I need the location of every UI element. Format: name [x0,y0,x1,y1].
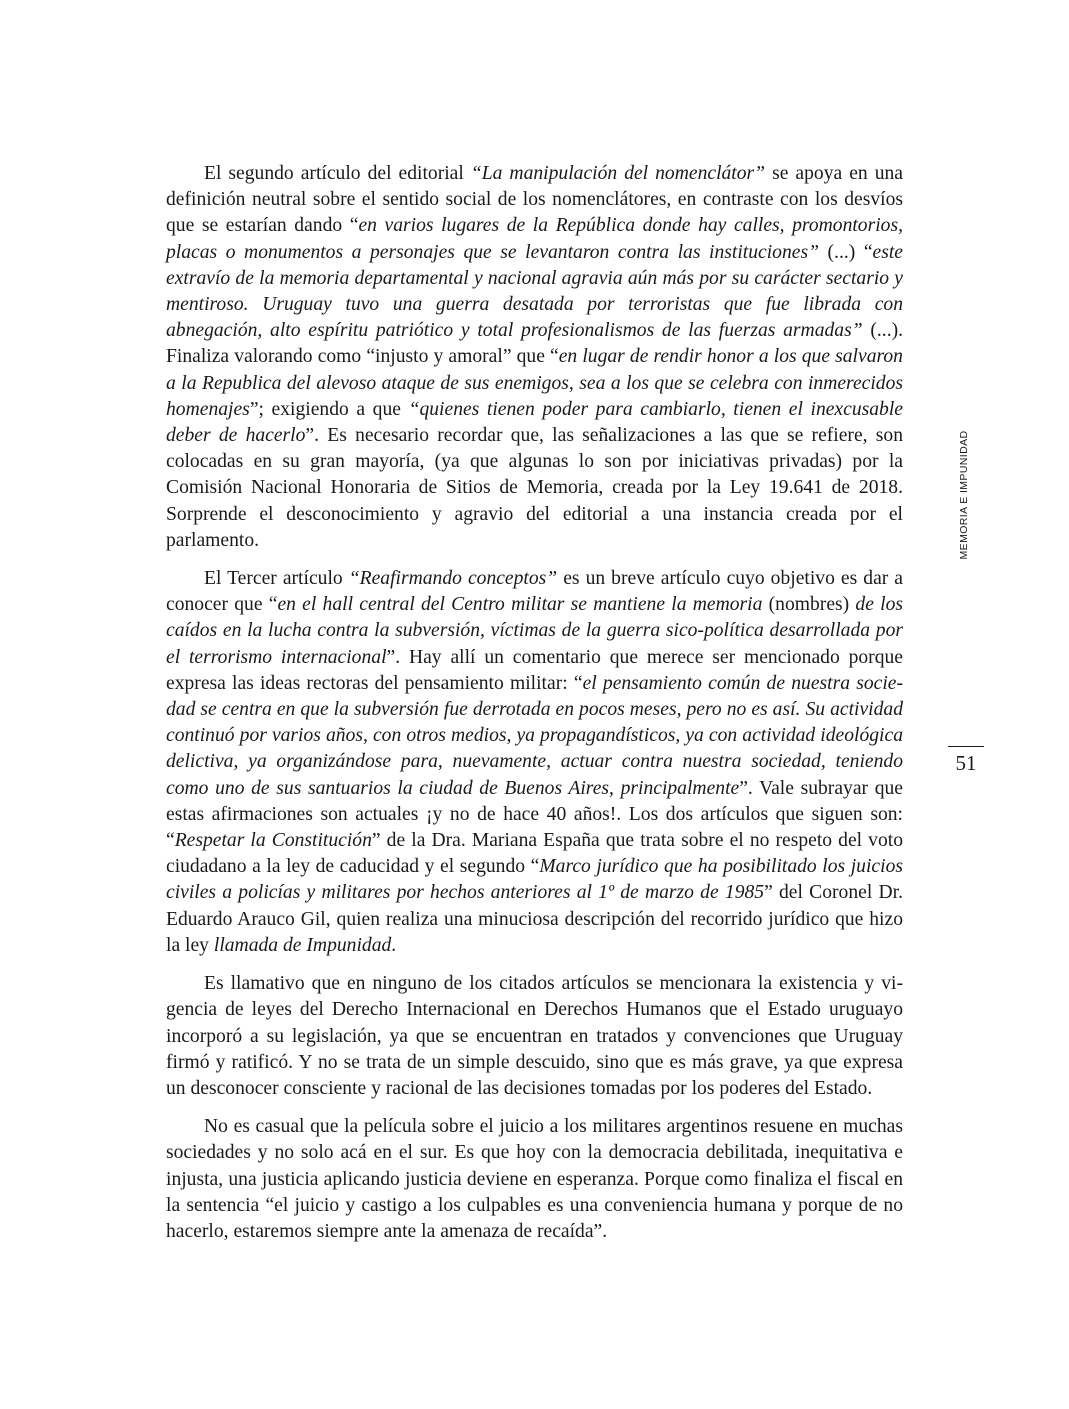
text-run: (...). Finaliza valorando como “injusto y amoral” que “ [166,320,904,368]
text-run: (nombres) [762,594,856,616]
text-run: ”. Hay allí un comentario que merece ser mencionado porque expresa las ideas rectoras del pensamiento militar: “ [166,646,903,694]
paragraph [166,1114,903,1245]
text-run: . [391,934,397,956]
italic-quote-run: este extravío de la memoria departamental y nacional agravia aún más por su carácter sectario y mentiroso. Uruguay tuvo una guerra desatada por terroristas que fue librada con abnegación, alto espíritu patriótico y total profesionalismos de las fuerzas armadas” [166,241,903,342]
paragraph [166,566,903,959]
italic-quote-run: de los caídos en la lucha contra la subversión, víctimas de la guerra sico-política desarrollada por el terrorismo internacional [166,594,903,668]
italic-quote-run: “quienes tienen poder para cambiarlo, tienen el inexcusable deber de hacerlo [166,398,903,447]
italic-quote-run: “Reafirmando conceptos” [348,568,558,590]
italic-quote-run: el pensamiento común de nuestra sociedad se centra en que la subversión fue derrotada en pocos meses, pero no es así. Su actividad continuó por varios años, con otros medios, ya propagandísticos, ya con actividad ideológica delictiva, ya organizándose para, nuevamente, actuar contra nuestra sociedad, teniendo como uno de sus santuarios la ciudad de Buenos Aires, principalmente [166,672,904,799]
text-run: ” del Coronel Dr. Eduardo Arauco Gil, quien realiza una minuciosa descripción del recorrido jurídico que hizo la ley [166,882,903,956]
paragraph [166,161,903,554]
running-header-text: MEMORIA E IMPUNIDAD [958,430,970,560]
text-run: ” de la Dra. Mariana España que trata sobre el no respeto del voto ciudadano a la ley de caducidad y el segundo “ [166,830,903,878]
italic-quote-run: Respetar la Constitución [174,830,372,852]
text-run: Es llamativo que en ninguno de los citados artículos se mencionara la existencia y vigencia de leyes del Derecho Internacional en Derechos Humanos que el Estado uruguayo incorporó a su legislación, ya que se encuentran en tratados y convenciones que Uruguay firmó y ratificó. Y no se trata de un simple descuido, sino que es más grave, ya que expresa un desconocer consciente y racional de las decisiones tomadas por los poderes del Estado. [166,973,903,1099]
text-run: No es casual que la película sobre el juicio a los militares argentinos resuene en muchas sociedades y no solo acá en el sur. Es que hoy con la democracia debilitada, inequitativa e injusta, una justicia aplicando justicia deviene en esperanza. Porque como finaliza el fiscal en la sentencia “el juicio y castigo a los culpables es una conveniencia humana y porque de no hacerlo, estaremos siempre ante la amenaza de recaída”. [166,1116,903,1242]
italic-quote-run: Marco jurídico que ha posibilitado los juicios civiles a policías y militares por hechos anteriores al 1º de marzo de 1985 [166,856,903,904]
italic-quote-run: en lugar de rendir honor a los que salvaron a la Republica del alevoso ataque de sus enemigos, sea a los que se celebra con inmerecidos homenajes [166,346,903,420]
text-run: ”; exigiendo a que [249,398,409,420]
page-number-rule [948,746,984,747]
text-run: El segundo artículo del editorial [204,163,471,184]
page-number: 51 [955,751,977,775]
text-run: ”. Es necesario recordar que, las señalizaciones a las que se refiere, son colocadas en su gran mayoría, (ya que algunas lo son por iniciativas privadas) por la Comisión Nacional Honoraria de Sitios de Memoria, creada por la Ley 19.641 de 2018. Sorprende el desconocimiento y agravio del editorial a una instancia creada por el parlamento. [166,425,903,551]
running-header [954,420,974,570]
italic-quote-run: “La manipulación del nomenclátor” [470,163,766,184]
text-run: se apoya en una definición neutral sobre el sentido social de los nomenclátores, en contraste con los desvíos que se estarían dando “ [166,163,903,237]
paragraph [166,971,903,1102]
body-text [166,161,903,1245]
text-run: es un breve artículo cuyo objetivo es dar a conocer que “ [166,568,904,616]
text-run: El Tercer artículo [204,568,349,590]
italic-quote-run: en varios lugares de la República donde hay calles, promontorios, placas o monumentos a personajes que se levantaron contra las instituciones” [166,215,903,263]
italic-quote-run: en el hall central del Centro militar se mantiene la memoria [277,594,763,616]
text-run: ”. Vale subrayar que estas afirmaciones son actuales ¡y no de hace 40 años!. Los dos artículos que siguen son: “ [166,777,903,852]
italic-quote-run: llamada de Impunidad [213,934,392,956]
text-run: (...) “ [818,241,873,263]
